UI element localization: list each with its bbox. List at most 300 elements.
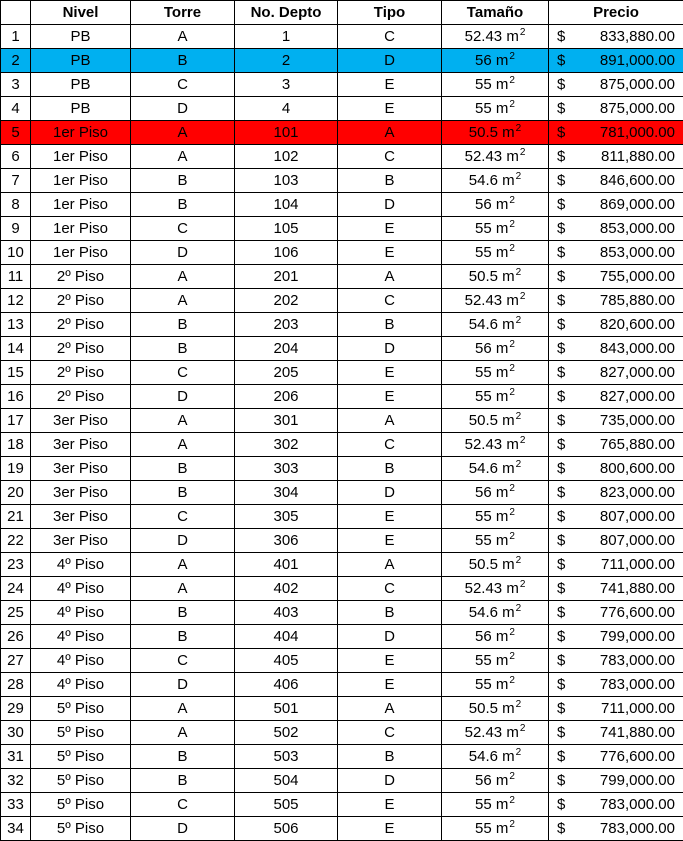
- cell-torre[interactable]: B: [131, 193, 235, 217]
- currency-symbol: $: [557, 51, 566, 69]
- size-value: 55: [475, 75, 492, 93]
- cell-tipo[interactable]: B: [338, 313, 442, 337]
- cell-precio[interactable]: [549, 25, 683, 49]
- header-precio[interactable]: Precio: [549, 1, 683, 25]
- cell-torre[interactable]: A: [131, 289, 235, 313]
- cell-nivel[interactable]: 4º Piso: [31, 601, 131, 625]
- cell-depto[interactable]: 103: [235, 169, 338, 193]
- cell-depto[interactable]: 206: [235, 385, 338, 409]
- cell-index[interactable]: 31: [1, 745, 31, 769]
- cell-nivel[interactable]: 1er Piso: [31, 145, 131, 169]
- cell-nivel[interactable]: 4º Piso: [31, 673, 131, 697]
- cell-tamano[interactable]: [442, 193, 549, 217]
- cell-precio[interactable]: [549, 121, 683, 145]
- cell-nivel[interactable]: 5º Piso: [31, 745, 131, 769]
- cell-nivel[interactable]: 4º Piso: [31, 553, 131, 577]
- cell-index[interactable]: 28: [1, 673, 31, 697]
- cell-index[interactable]: 24: [1, 577, 31, 601]
- cell-tipo[interactable]: D: [338, 49, 442, 73]
- cell-depto[interactable]: 302: [235, 433, 338, 457]
- cell-precio[interactable]: [549, 721, 683, 745]
- cell-torre[interactable]: A: [131, 121, 235, 145]
- cell-precio[interactable]: [549, 97, 683, 121]
- cell-tipo[interactable]: D: [338, 625, 442, 649]
- table-row: [1, 505, 683, 529]
- cell-tipo[interactable]: D: [338, 337, 442, 361]
- cell-torre[interactable]: B: [131, 313, 235, 337]
- cell-nivel[interactable]: PB: [31, 73, 131, 97]
- cell-tipo[interactable]: E: [338, 817, 442, 841]
- table-row: [1, 97, 683, 121]
- cell-torre[interactable]: A: [131, 553, 235, 577]
- cell-tamano[interactable]: [442, 481, 549, 505]
- cell-tamano[interactable]: [442, 385, 549, 409]
- size-value: 55: [475, 819, 492, 837]
- table-row: [1, 817, 683, 841]
- size-unit-exponent: 2: [519, 290, 526, 302]
- cell-tipo[interactable]: E: [338, 73, 442, 97]
- table-row: [1, 721, 683, 745]
- cell-index[interactable]: 30: [1, 721, 31, 745]
- cell-precio[interactable]: [549, 601, 683, 625]
- currency-symbol: $: [557, 195, 566, 213]
- size-value: 55: [475, 507, 492, 525]
- cell-tipo[interactable]: D: [338, 769, 442, 793]
- cell-tipo[interactable]: D: [338, 193, 442, 217]
- cell-nivel[interactable]: 2º Piso: [31, 385, 131, 409]
- cell-tipo[interactable]: A: [338, 265, 442, 289]
- header-torre[interactable]: Torre: [131, 1, 235, 25]
- cell-depto[interactable]: 405: [235, 649, 338, 673]
- price-amount: 843,000.00: [599, 339, 675, 357]
- cell-tamano[interactable]: [442, 169, 549, 193]
- price-amount: 823,000.00: [599, 483, 675, 501]
- cell-depto[interactable]: 2: [235, 49, 338, 73]
- cell-nivel[interactable]: 3er Piso: [31, 505, 131, 529]
- cell-precio[interactable]: [549, 145, 683, 169]
- cell-tamano[interactable]: [442, 25, 549, 49]
- cell-depto[interactable]: 303: [235, 457, 338, 481]
- cell-index[interactable]: 25: [1, 601, 31, 625]
- cell-tipo[interactable]: E: [338, 385, 442, 409]
- cell-torre[interactable]: B: [131, 769, 235, 793]
- table-row: [1, 433, 683, 457]
- cell-index[interactable]: 29: [1, 697, 31, 721]
- cell-tipo[interactable]: C: [338, 577, 442, 601]
- cell-index[interactable]: 14: [1, 337, 31, 361]
- size-value: 56: [475, 195, 492, 213]
- cell-tipo[interactable]: E: [338, 793, 442, 817]
- cell-index[interactable]: 3: [1, 73, 31, 97]
- size-unit: m: [502, 699, 515, 717]
- cell-nivel[interactable]: 1er Piso: [31, 241, 131, 265]
- cell-torre[interactable]: A: [131, 697, 235, 721]
- cell-index[interactable]: 32: [1, 769, 31, 793]
- cell-torre[interactable]: A: [131, 577, 235, 601]
- cell-torre[interactable]: D: [131, 673, 235, 697]
- cell-nivel[interactable]: 5º Piso: [31, 793, 131, 817]
- cell-tamano[interactable]: [442, 721, 549, 745]
- currency-symbol: $: [557, 747, 566, 765]
- cell-nivel[interactable]: 5º Piso: [31, 697, 131, 721]
- cell-nivel[interactable]: 1er Piso: [31, 193, 131, 217]
- cell-index[interactable]: 27: [1, 649, 31, 673]
- currency-symbol: $: [557, 411, 566, 429]
- cell-tamano[interactable]: [442, 697, 549, 721]
- cell-index[interactable]: 8: [1, 193, 31, 217]
- size-value: 52.43: [464, 291, 503, 309]
- cell-tamano[interactable]: [442, 673, 549, 697]
- size-value: 55: [475, 531, 492, 549]
- cell-nivel[interactable]: 3er Piso: [31, 409, 131, 433]
- cell-index[interactable]: 21: [1, 505, 31, 529]
- cell-depto[interactable]: 202: [235, 289, 338, 313]
- cell-index[interactable]: 12: [1, 289, 31, 313]
- price-amount: 853,000.00: [599, 243, 675, 261]
- cell-nivel[interactable]: 4º Piso: [31, 577, 131, 601]
- cell-torre[interactable]: C: [131, 649, 235, 673]
- cell-tamano[interactable]: [442, 529, 549, 553]
- cell-tamano[interactable]: [442, 97, 549, 121]
- cell-precio[interactable]: [549, 313, 683, 337]
- cell-nivel[interactable]: PB: [31, 49, 131, 73]
- size-unit: m: [495, 219, 509, 237]
- cell-nivel[interactable]: 3er Piso: [31, 529, 131, 553]
- cell-tamano[interactable]: [442, 337, 549, 361]
- cell-torre[interactable]: A: [131, 145, 235, 169]
- size-value: 56: [475, 339, 492, 357]
- cell-depto[interactable]: 505: [235, 793, 338, 817]
- currency-symbol: $: [557, 531, 566, 549]
- cell-nivel[interactable]: 2º Piso: [31, 361, 131, 385]
- cell-depto[interactable]: 501: [235, 697, 338, 721]
- cell-depto[interactable]: 101: [235, 121, 338, 145]
- cell-tipo[interactable]: C: [338, 433, 442, 457]
- cell-torre[interactable]: B: [131, 481, 235, 505]
- size-unit: m: [506, 147, 519, 165]
- cell-tamano[interactable]: [442, 217, 549, 241]
- cell-depto[interactable]: 201: [235, 265, 338, 289]
- cell-precio[interactable]: [549, 649, 683, 673]
- cell-index[interactable]: 6: [1, 145, 31, 169]
- cell-tipo[interactable]: E: [338, 505, 442, 529]
- cell-precio[interactable]: [549, 409, 683, 433]
- cell-tipo[interactable]: E: [338, 217, 442, 241]
- cell-nivel[interactable]: 5º Piso: [31, 721, 131, 745]
- cell-torre[interactable]: B: [131, 337, 235, 361]
- cell-tamano[interactable]: [442, 241, 549, 265]
- cell-tipo[interactable]: A: [338, 409, 442, 433]
- cell-depto[interactable]: 1: [235, 25, 338, 49]
- cell-precio[interactable]: [549, 505, 683, 529]
- cell-nivel[interactable]: 5º Piso: [31, 817, 131, 841]
- cell-depto[interactable]: 305: [235, 505, 338, 529]
- cell-index[interactable]: 7: [1, 169, 31, 193]
- cell-tipo[interactable]: E: [338, 673, 442, 697]
- cell-index[interactable]: 34: [1, 817, 31, 841]
- currency-symbol: $: [557, 291, 566, 309]
- header-depto[interactable]: No. Depto: [235, 1, 338, 25]
- cell-tamano[interactable]: [442, 49, 549, 73]
- cell-precio[interactable]: [549, 193, 683, 217]
- cell-precio[interactable]: [549, 553, 683, 577]
- cell-torre[interactable]: B: [131, 457, 235, 481]
- cell-torre[interactable]: B: [131, 169, 235, 193]
- cell-tamano[interactable]: [442, 793, 549, 817]
- cell-depto[interactable]: 204: [235, 337, 338, 361]
- cell-index[interactable]: 5: [1, 121, 31, 145]
- cell-depto[interactable]: 503: [235, 745, 338, 769]
- price-amount: 875,000.00: [599, 99, 675, 117]
- cell-precio[interactable]: [549, 457, 683, 481]
- cell-tipo[interactable]: E: [338, 649, 442, 673]
- cell-depto[interactable]: 403: [235, 601, 338, 625]
- table-row: [1, 313, 683, 337]
- cell-nivel[interactable]: 1er Piso: [31, 217, 131, 241]
- cell-tipo[interactable]: C: [338, 721, 442, 745]
- table-row: [1, 601, 683, 625]
- header-tipo[interactable]: Tipo: [338, 1, 442, 25]
- cell-depto[interactable]: 401: [235, 553, 338, 577]
- size-value: 54.6: [468, 171, 498, 189]
- cell-index[interactable]: 17: [1, 409, 31, 433]
- cell-tamano[interactable]: [442, 433, 549, 457]
- cell-precio[interactable]: [549, 433, 683, 457]
- cell-depto[interactable]: 404: [235, 625, 338, 649]
- cell-precio[interactable]: [549, 529, 683, 553]
- size-value: 54.6: [468, 603, 498, 621]
- currency-symbol: $: [557, 243, 566, 261]
- price-amount: 891,000.00: [599, 51, 675, 69]
- cell-tamano[interactable]: [442, 769, 549, 793]
- cell-precio[interactable]: [549, 481, 683, 505]
- size-unit: m: [495, 195, 509, 213]
- cell-torre[interactable]: A: [131, 25, 235, 49]
- table-row: [1, 49, 683, 73]
- cell-tipo[interactable]: C: [338, 289, 442, 313]
- cell-index[interactable]: 4: [1, 97, 31, 121]
- cell-depto[interactable]: 102: [235, 145, 338, 169]
- size-unit: m: [502, 459, 515, 477]
- cell-tipo[interactable]: E: [338, 97, 442, 121]
- cell-nivel[interactable]: 2º Piso: [31, 313, 131, 337]
- cell-torre[interactable]: D: [131, 241, 235, 265]
- cell-torre[interactable]: A: [131, 409, 235, 433]
- price-amount: 820,600.00: [599, 315, 675, 333]
- cell-tamano[interactable]: [442, 121, 549, 145]
- cell-tipo[interactable]: C: [338, 25, 442, 49]
- cell-nivel[interactable]: 1er Piso: [31, 169, 131, 193]
- cell-depto[interactable]: 203: [235, 313, 338, 337]
- size-unit-exponent: 2: [509, 338, 515, 350]
- size-unit-exponent: 2: [519, 434, 526, 446]
- price-amount: 781,000.00: [599, 123, 675, 141]
- cell-torre[interactable]: D: [131, 817, 235, 841]
- cell-tamano[interactable]: [442, 73, 549, 97]
- cell-torre[interactable]: D: [131, 529, 235, 553]
- table-row: [1, 385, 683, 409]
- size-unit-exponent: 2: [515, 746, 522, 758]
- cell-torre[interactable]: C: [131, 73, 235, 97]
- cell-nivel[interactable]: 3er Piso: [31, 481, 131, 505]
- cell-index[interactable]: 26: [1, 625, 31, 649]
- currency-symbol: $: [557, 75, 566, 93]
- cell-depto[interactable]: 502: [235, 721, 338, 745]
- cell-tamano[interactable]: [442, 649, 549, 673]
- cell-depto[interactable]: 402: [235, 577, 338, 601]
- currency-symbol: $: [557, 459, 566, 477]
- cell-precio[interactable]: [549, 265, 683, 289]
- currency-symbol: $: [557, 723, 566, 741]
- cell-index[interactable]: 2: [1, 49, 31, 73]
- cell-index[interactable]: 11: [1, 265, 31, 289]
- cell-precio[interactable]: [549, 793, 683, 817]
- size-unit: m: [495, 363, 509, 381]
- cell-precio[interactable]: [549, 337, 683, 361]
- cell-tipo[interactable]: A: [338, 121, 442, 145]
- cell-nivel[interactable]: 2º Piso: [31, 337, 131, 361]
- cell-depto[interactable]: 105: [235, 217, 338, 241]
- cell-torre[interactable]: C: [131, 217, 235, 241]
- size-unit-exponent: 2: [519, 722, 526, 734]
- cell-depto[interactable]: 304: [235, 481, 338, 505]
- cell-torre[interactable]: B: [131, 625, 235, 649]
- cell-nivel[interactable]: PB: [31, 97, 131, 121]
- cell-tipo[interactable]: E: [338, 241, 442, 265]
- cell-precio[interactable]: [549, 673, 683, 697]
- cell-tamano[interactable]: [442, 313, 549, 337]
- cell-tipo[interactable]: D: [338, 481, 442, 505]
- cell-precio[interactable]: [549, 49, 683, 73]
- cell-tamano[interactable]: [442, 145, 549, 169]
- cell-precio[interactable]: [549, 73, 683, 97]
- table-row: [1, 361, 683, 385]
- cell-precio[interactable]: [549, 361, 683, 385]
- cell-torre[interactable]: B: [131, 601, 235, 625]
- cell-depto[interactable]: 106: [235, 241, 338, 265]
- currency-symbol: $: [557, 771, 566, 789]
- cell-tipo[interactable]: E: [338, 529, 442, 553]
- cell-tamano[interactable]: [442, 601, 549, 625]
- cell-tamano[interactable]: [442, 553, 549, 577]
- cell-precio[interactable]: [549, 697, 683, 721]
- cell-tamano[interactable]: [442, 625, 549, 649]
- size-value: 55: [475, 795, 492, 813]
- cell-torre[interactable]: A: [131, 433, 235, 457]
- size-unit-exponent: 2: [519, 26, 526, 38]
- cell-tipo[interactable]: A: [338, 697, 442, 721]
- cell-nivel[interactable]: PB: [31, 25, 131, 49]
- cell-index[interactable]: 1: [1, 25, 31, 49]
- cell-depto[interactable]: 301: [235, 409, 338, 433]
- cell-precio[interactable]: [549, 769, 683, 793]
- cell-precio[interactable]: [549, 289, 683, 313]
- cell-torre[interactable]: A: [131, 721, 235, 745]
- cell-index[interactable]: 33: [1, 793, 31, 817]
- cell-depto[interactable]: 306: [235, 529, 338, 553]
- cell-torre[interactable]: B: [131, 49, 235, 73]
- size-unit: m: [495, 243, 509, 261]
- cell-nivel[interactable]: 4º Piso: [31, 625, 131, 649]
- cell-index[interactable]: 16: [1, 385, 31, 409]
- cell-torre[interactable]: B: [131, 745, 235, 769]
- cell-tipo[interactable]: E: [338, 361, 442, 385]
- price-amount: 800,600.00: [599, 459, 675, 477]
- cell-nivel[interactable]: 1er Piso: [31, 121, 131, 145]
- cell-tamano[interactable]: [442, 409, 549, 433]
- cell-index[interactable]: 15: [1, 361, 31, 385]
- cell-precio[interactable]: [549, 745, 683, 769]
- cell-torre[interactable]: D: [131, 97, 235, 121]
- cell-precio[interactable]: [549, 625, 683, 649]
- cell-torre[interactable]: D: [131, 385, 235, 409]
- currency-symbol: $: [557, 627, 566, 645]
- cell-torre[interactable]: A: [131, 265, 235, 289]
- cell-nivel[interactable]: 3er Piso: [31, 457, 131, 481]
- cell-tamano[interactable]: [442, 505, 549, 529]
- cell-depto[interactable]: 3: [235, 73, 338, 97]
- cell-precio[interactable]: [549, 385, 683, 409]
- cell-nivel[interactable]: 2º Piso: [31, 265, 131, 289]
- cell-index[interactable]: 9: [1, 217, 31, 241]
- cell-precio[interactable]: [549, 817, 683, 841]
- cell-tamano[interactable]: [442, 745, 549, 769]
- cell-tipo[interactable]: B: [338, 457, 442, 481]
- cell-tipo[interactable]: B: [338, 601, 442, 625]
- cell-tamano[interactable]: [442, 457, 549, 481]
- cell-depto[interactable]: 104: [235, 193, 338, 217]
- cell-nivel[interactable]: 4º Piso: [31, 649, 131, 673]
- table-row: [1, 697, 683, 721]
- cell-precio[interactable]: [549, 217, 683, 241]
- cell-depto[interactable]: 506: [235, 817, 338, 841]
- cell-nivel[interactable]: 5º Piso: [31, 769, 131, 793]
- cell-index[interactable]: 20: [1, 481, 31, 505]
- cell-depto[interactable]: 205: [235, 361, 338, 385]
- cell-precio[interactable]: [549, 169, 683, 193]
- cell-nivel[interactable]: 3er Piso: [31, 433, 131, 457]
- cell-nivel[interactable]: 2º Piso: [31, 289, 131, 313]
- cell-tipo[interactable]: B: [338, 169, 442, 193]
- cell-index[interactable]: 23: [1, 553, 31, 577]
- cell-index[interactable]: 19: [1, 457, 31, 481]
- header-tamano[interactable]: Tamaño: [442, 1, 549, 25]
- cell-tamano[interactable]: [442, 361, 549, 385]
- cell-depto[interactable]: 504: [235, 769, 338, 793]
- header-index[interactable]: [1, 1, 31, 25]
- cell-torre[interactable]: C: [131, 793, 235, 817]
- cell-tamano[interactable]: [442, 265, 549, 289]
- cell-precio[interactable]: [549, 241, 683, 265]
- cell-tamano[interactable]: [442, 577, 549, 601]
- cell-index[interactable]: 10: [1, 241, 31, 265]
- cell-torre[interactable]: C: [131, 505, 235, 529]
- cell-tamano[interactable]: [442, 289, 549, 313]
- cell-index[interactable]: 22: [1, 529, 31, 553]
- size-unit: m: [502, 411, 515, 429]
- cell-index[interactable]: 18: [1, 433, 31, 457]
- cell-index[interactable]: 13: [1, 313, 31, 337]
- cell-tipo[interactable]: B: [338, 745, 442, 769]
- cell-tamano[interactable]: [442, 817, 549, 841]
- cell-depto[interactable]: 4: [235, 97, 338, 121]
- cell-tipo[interactable]: A: [338, 553, 442, 577]
- cell-tipo[interactable]: C: [338, 145, 442, 169]
- cell-depto[interactable]: 406: [235, 673, 338, 697]
- cell-precio[interactable]: [549, 577, 683, 601]
- header-nivel[interactable]: Nivel: [31, 1, 131, 25]
- cell-torre[interactable]: C: [131, 361, 235, 385]
